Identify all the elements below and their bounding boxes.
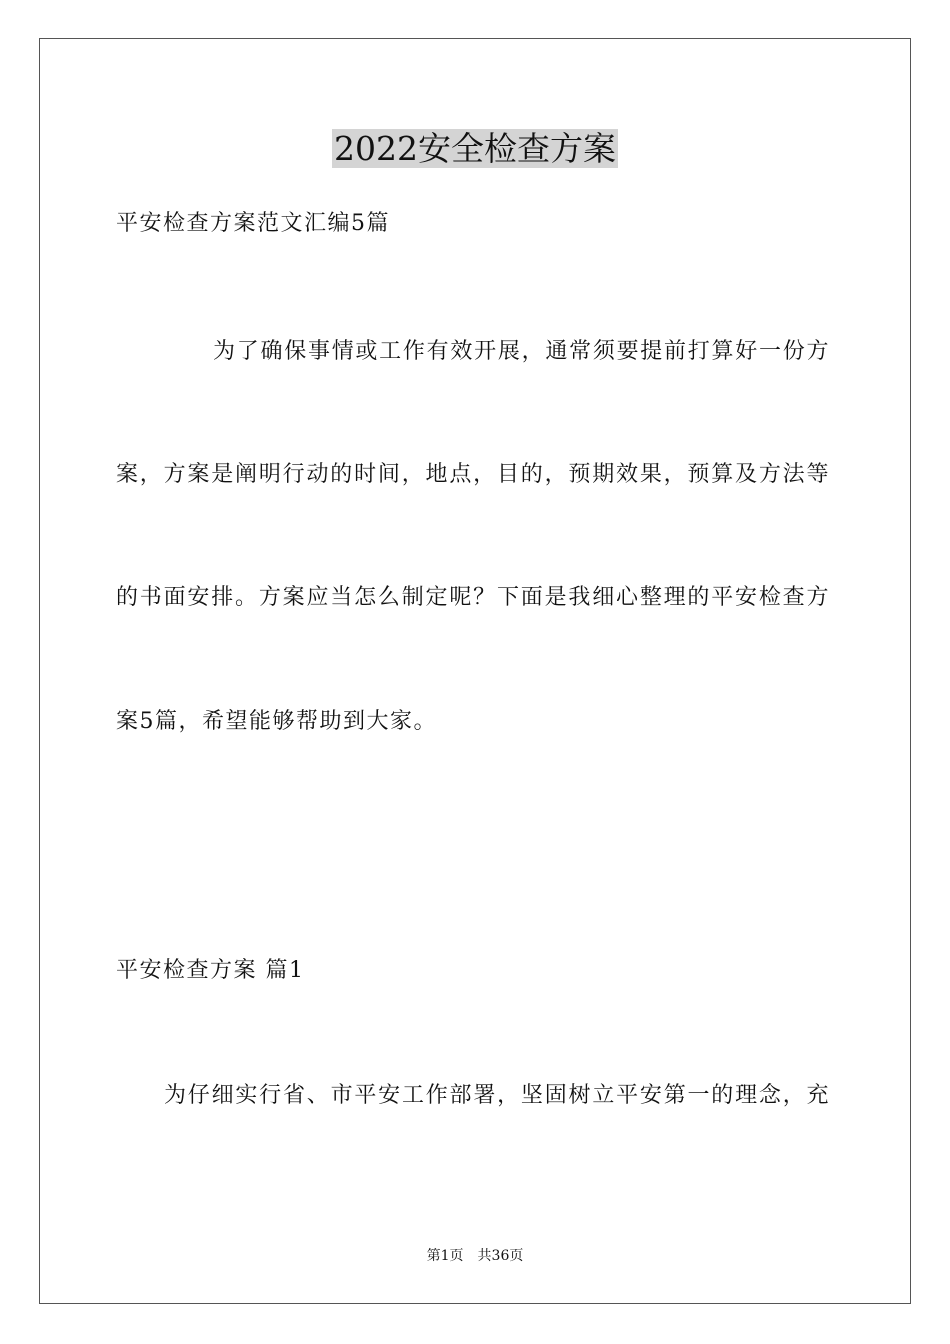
document-subtitle: 平安检查方案范文汇编5篇 [116, 211, 390, 236]
intro-line-3: 的书面安排。方案应当怎么制定呢？下面是我细心整理的平安检查方 [116, 585, 830, 610]
section-paragraph-line-1: 为仔细实行省、市平安工作部署，坚固树立平安第一的理念，充 [164, 1083, 830, 1108]
intro-line-4: 案5篇，希望能够帮助到大家。 [116, 709, 437, 734]
document-title-text: 2022安全检查方案 [334, 129, 616, 168]
intro-line-2: 案，方案是阐明行动的时间，地点，目的，预期效果，预算及方法等 [116, 462, 830, 487]
page-number-footer: 第1页 共36页 [426, 1248, 524, 1264]
section-heading: 平安检查方案 篇1 [116, 958, 305, 983]
document-title [0, 128, 950, 170]
intro-line-1: 为了确保事情或工作有效开展，通常须要提前打算好一份方 [213, 339, 830, 364]
